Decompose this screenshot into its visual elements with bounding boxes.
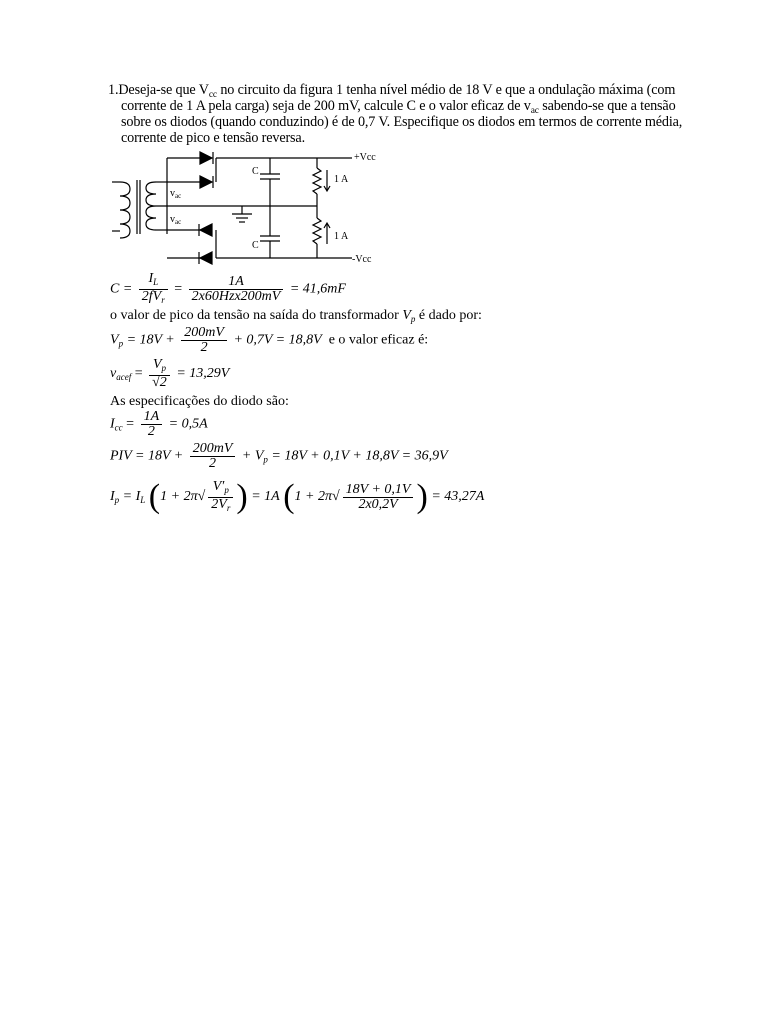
eq-piv: PIV = 18V + $\frac{200mV}{2}$ + $V_p = 18V + 0,1V + 18,8V = 36,9V$ bbox=[110, 441, 448, 471]
eq-peak-voltage: $V_p = 18V$ + $\frac{200mV}{2}$ + 0,7V = 18,8V e o valor eficaz é: bbox=[110, 325, 429, 355]
problem-line-2-text: corrente de 1 A pela carga) seja de 200 mV, calcule C e o valor eficaz de v bbox=[121, 98, 531, 114]
eq-capacitance: C = $\frac{I_L}{2fV_r}$ = $\frac{1A}{\text{2x60Hzx200mV}}$ = 41,6mF bbox=[110, 271, 346, 305]
diode-bridge bbox=[199, 152, 213, 264]
vac-bottom-label: $v_{ac}$ bbox=[170, 214, 182, 226]
problem-line-1 bbox=[108, 82, 688, 98]
load-resistor-top bbox=[313, 168, 321, 194]
problem-line-3: sobre os diodos (quando conduzindo) é de 0,7 V. Especifique os diodos em termos de corrente média, bbox=[121, 114, 683, 130]
cap-bottom-label: C bbox=[252, 240, 259, 251]
eq-rms-voltage: $v_{acef}$ = $\frac{V_p}{√2}$ = 13,29V bbox=[110, 357, 230, 390]
problem-statement bbox=[108, 82, 688, 146]
circuit-diagram bbox=[112, 144, 382, 270]
vcc-subscript: cc bbox=[208, 90, 217, 100]
eq-average-current: $I_{cc}$ = $\frac{1A}{2}$ = 0,5A bbox=[110, 409, 208, 439]
eq-peak-current: $I_p = I_L$ (1 + 2π√ $\frac{V'_p}{2V_r}$ ) = 1A (1 + 2π√ $\frac{18V + 0,1V}{2x0,2V}$ ) = 43,27A bbox=[110, 478, 485, 515]
transformer-primary bbox=[120, 182, 130, 238]
vac-subscript: ac bbox=[530, 106, 539, 116]
text-diode-specs: As especificações do diodo são: bbox=[110, 394, 289, 409]
cap-top-label: C bbox=[252, 166, 259, 177]
transformer-secondary bbox=[146, 182, 156, 230]
problem-line-1-text: 1.Deseja-se que V bbox=[108, 82, 209, 98]
problem-line-4: corrente de pico e tensão reversa. bbox=[121, 130, 305, 146]
problem-line-2-rest: sabendo-se que a tensão bbox=[538, 98, 676, 114]
text-peak-voltage: o valor de pico da tensão na saída do transformador $V_p$ é dado por: bbox=[110, 308, 482, 324]
load-bottom-current: 1 A bbox=[334, 231, 349, 242]
vac-top-label: $v_{ac}$ bbox=[170, 188, 182, 200]
problem-line-2 bbox=[108, 98, 688, 114]
vcc-positive-label: +Vcc bbox=[354, 152, 376, 163]
load-resistor-bottom bbox=[313, 218, 321, 244]
vcc-negative-label: -Vcc bbox=[352, 254, 372, 265]
problem-line-1-rest: no circuito da figura 1 tenha nível médio de 18 V e que a ondulação máxima (com bbox=[216, 82, 676, 98]
load-top-current: 1 A bbox=[334, 174, 349, 185]
